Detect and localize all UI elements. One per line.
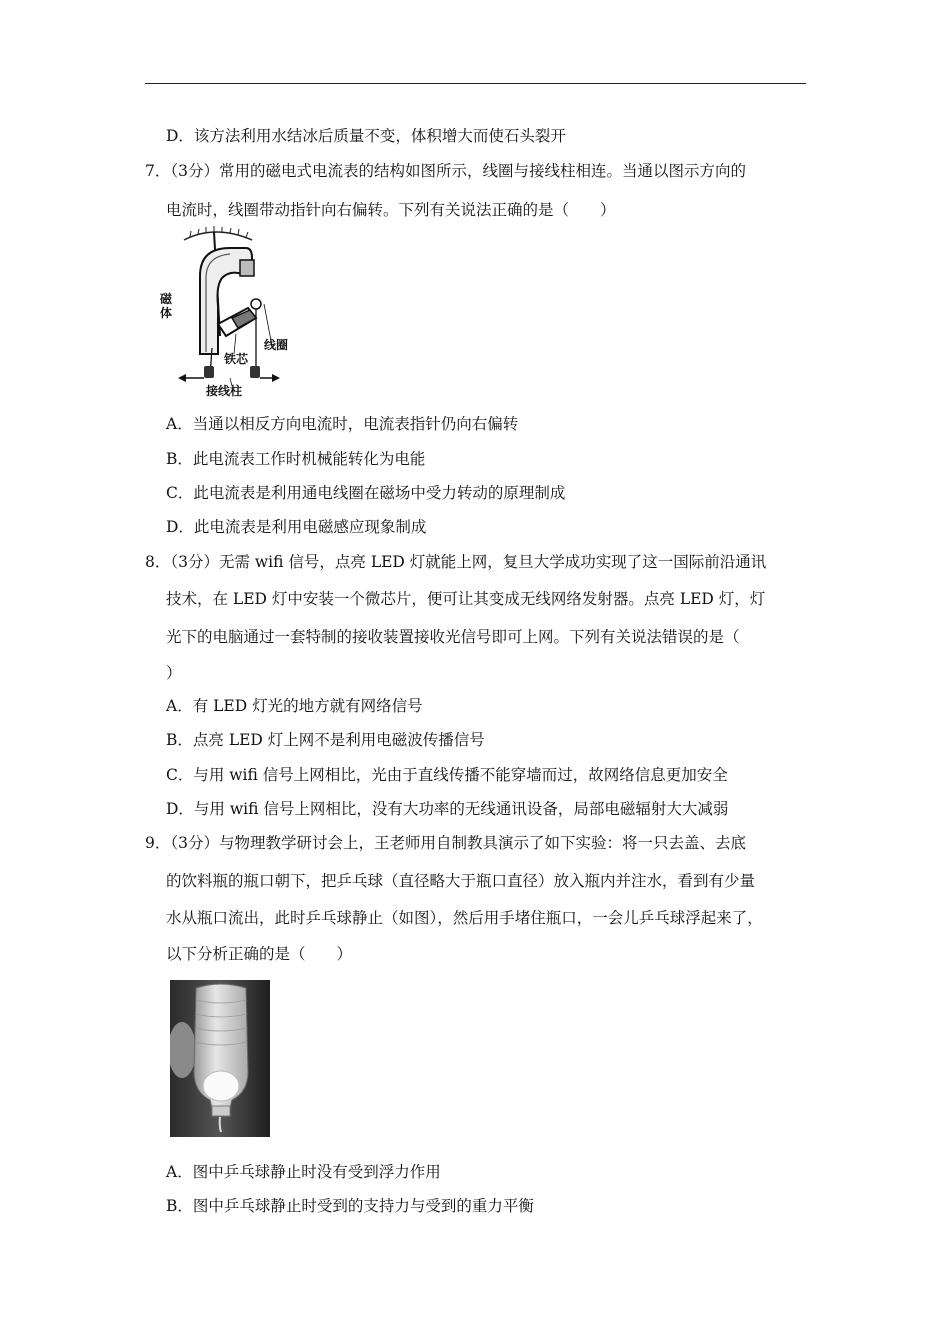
ammeter-diagram	[160, 226, 300, 398]
label-coil: 线圈	[264, 338, 289, 352]
q7-stem-line-2: 电流时，线圈带动指针向右偏转。下列有关说法正确的是（ ）	[166, 201, 616, 219]
q8-stem-line-1: 8．（3分）无需 wifi 信号，点亮 LED 灯就能上网，复旦大学成功实现了这一国际前沿通讯	[145, 553, 767, 571]
q8-stem-line-3: 光下的电脑通过一套特制的接收装置接收光信号即可上网。下列有关说法错误的是（	[166, 628, 740, 646]
q7-stem-line-1: 7．（3分）常用的磁电式电流表的结构如图所示，线圈与接线柱相连。当通以图示方向的	[145, 162, 746, 180]
q7-ammeter-figure	[160, 226, 300, 398]
q8-stem-line-2: 技术，在 LED 灯中安装一个微芯片，便可让其变成无线网络发射器。点亮 LED 灯，灯	[166, 590, 766, 608]
q8-option-c: C．与用 wifi 信号上网相比，光由于直线传播不能穿墙而过，故网络信息更加安全	[166, 766, 728, 784]
q9-option-a: A．图中乒乓球静止时没有受到浮力作用	[166, 1163, 441, 1181]
q6-option-d: D．该方法利用水结冰后质量不变，体积增大而使石头裂开	[166, 127, 566, 145]
q9-stem-line-4: 以下分析正确的是（ ）	[166, 945, 353, 963]
label-core: 铁芯	[224, 352, 249, 366]
q8-option-b: B．点亮 LED 灯上网不是利用电磁波传播信号	[166, 731, 485, 749]
q7-option-a: A．当通以相反方向电流时，电流表指针仍向右偏转	[166, 415, 519, 433]
bottle-image	[170, 980, 270, 1137]
q7-option-d: D．此电流表是利用电磁感应现象制成	[166, 518, 427, 536]
label-magnet-2: 体	[160, 306, 173, 320]
label-magnet-1: 磁	[160, 292, 173, 306]
q9-stem-line-2: 的饮料瓶的瓶口朝下，把乒乓球（直径略大于瓶口直径）放入瓶内并注水，看到有少量	[166, 872, 756, 890]
q9-bottle-photo	[170, 980, 270, 1137]
q7-option-c: C．此电流表是利用通电线圈在磁场中受力转动的原理制成	[166, 484, 566, 502]
header-rule	[145, 83, 806, 84]
label-terminal: 接线柱	[206, 384, 243, 398]
q8-option-d: D．与用 wifi 信号上网相比，没有大功率的无线通讯设备，局部电磁辐射大大减弱	[166, 800, 729, 818]
q9-option-b: B．图中乒乓球静止时受到的支持力与受到的重力平衡	[166, 1197, 534, 1215]
q7-option-b: B．此电流表工作时机械能转化为电能	[166, 450, 426, 468]
q9-stem-line-1: 9．（3分）与物理教学研讨会上，王老师用自制教具演示了如下实验：将一只去盖、去底	[145, 834, 746, 852]
q8-stem-line-4: ）	[166, 664, 182, 682]
q9-stem-line-3: 水从瓶口流出，此时乒乓球静止（如图），然后用手堵住瓶口，一会儿乒乓球浮起来了，	[166, 909, 763, 927]
q8-option-a: A．有 LED 灯光的地方就有网络信号	[166, 697, 423, 715]
